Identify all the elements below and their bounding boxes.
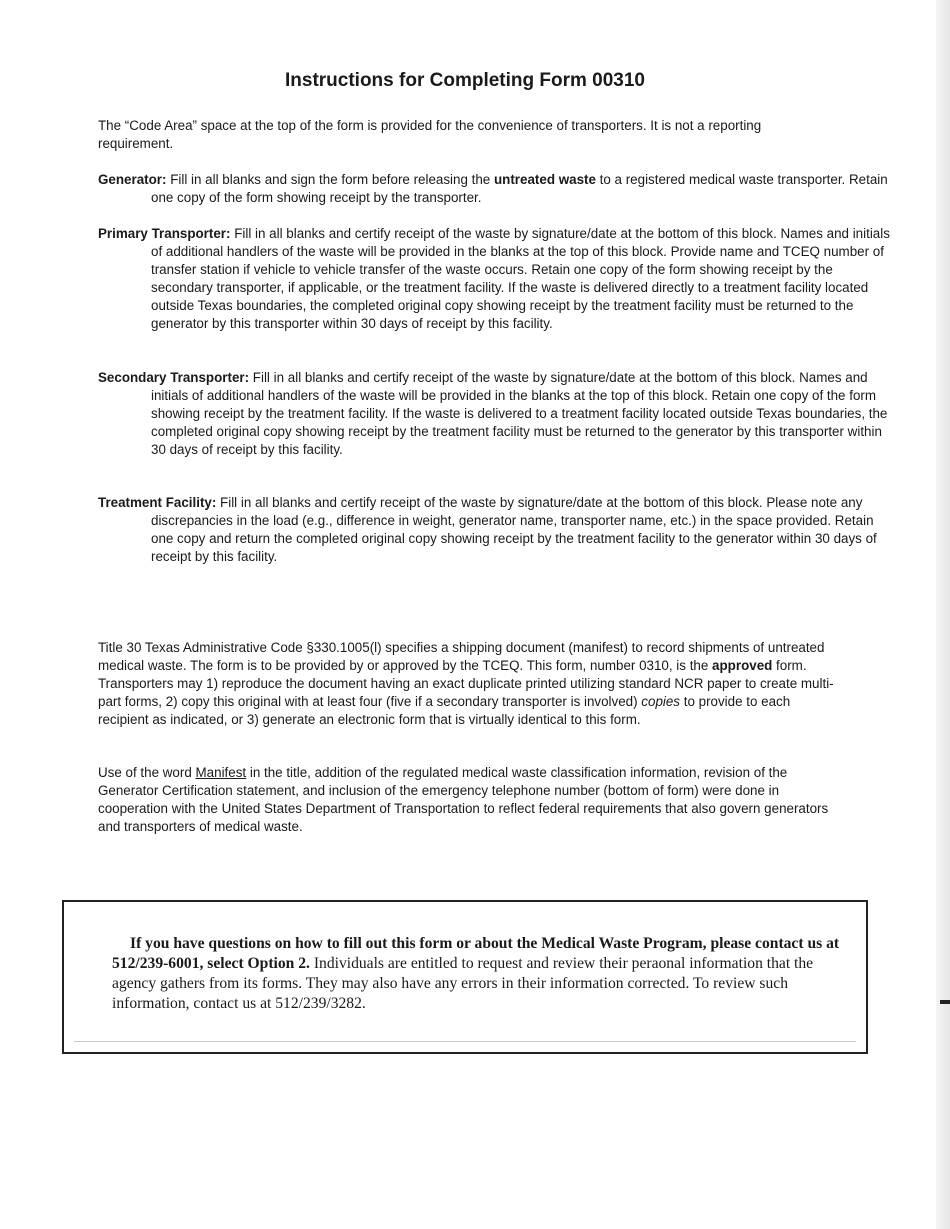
generator-text-before: Fill in all blanks and sign the form before releasing the	[166, 172, 494, 187]
page-title: Instructions for Completing Form 00310	[285, 70, 645, 91]
primary-transporter-text: Fill in all blanks and certify receipt of the waste by signature/date at the bottom of this block. Names and initials of additional handlers of the waste will be provided in the blanks at the top of this block. Provide name and TCEQ number of transfer station if vehicle to vehicle transfer of the waste occurs. Retain one copy of the form showing receipt by the secondary transporter, if applicable, or the treatment facility. If the waste is delivered directly to a treatment facility located outside Texas boundaries, the completed original copy showing receipt by the treatment facility must be returned to the generator by this transporter within 30 days of receipt by this facility.	[151, 226, 890, 331]
primary-transporter-paragraph	[98, 225, 891, 333]
secondary-transporter-text: Fill in all blanks and certify receipt of the waste by signature/date at the bottom of this block. Names and initials of additional handlers of the waste will be provided in the blanks at the top of this block. Retain one copy of the form showing receipt by the treatment facility. If the waste is delivered to a treatment facility located outside Texas boundaries, the completed original copy showing receipt by the treatment facility must be returned to the generator by this transporter within 30 days of receipt by this facility.	[151, 370, 888, 457]
generator-paragraph	[98, 171, 891, 207]
title30-emphasis: approved	[712, 658, 773, 673]
contact-paragraph	[112, 934, 842, 1014]
intro-paragraph	[98, 117, 838, 153]
title30-text-middle: form. Transporters may 1) reproduce the document having an exact duplicate printed utilizing standard NCR paper to create multi-part forms, 2) copy this original with at least four (five if a secondary transporter is involved)	[98, 658, 834, 709]
title30-paragraph	[98, 639, 838, 729]
scan-mark	[940, 1000, 950, 1004]
treatment-facility-paragraph	[98, 494, 891, 566]
manifest-note-paragraph	[98, 764, 838, 836]
manifest-note-text-after: in the title, addition of the regulated medical waste classification information, revision of the Generator Certification statement, and inclusion of the emergency telephone number (bottom of form) were done in cooperation with the United States Department of Transportation to reflect federal requirements that also govern generators and transporters of medical waste.	[98, 765, 829, 834]
secondary-transporter-paragraph	[98, 369, 891, 459]
primary-transporter-label: Primary Transporter:	[98, 226, 231, 241]
contact-text: Individuals are entitled to request and review their peraonal information that the agency gathers from its forms. They may also have any errors in their information corrected. To review such information, contact us at 512/239/3282.	[112, 955, 814, 1012]
treatment-facility-text: Fill in all blanks and certify receipt of the waste by signature/date at the bottom of this block. Please note any discrepancies in the load (e.g., difference in weight, generator name, transporter name, etc.) in the space provided. Retain one copy and return the completed original copy showing receipt by the treatment facility to the generator within 30 days of receipt by this facility.	[151, 495, 877, 564]
title30-text-before: Title 30 Texas Administrative Code §330.1005(l) specifies a shipping document (manifest) to record shipments of untreated medical waste. The form is to be provided by or approved by the TCEQ. This form, number 0310, is the	[98, 640, 825, 673]
title30-italic: copies	[641, 694, 681, 709]
contact-bold-text: If you have questions on how to fill out this form or about the Medical Waste Program, please contact us at 512/239-6001, select Option 2.	[112, 935, 840, 972]
contact-box	[62, 900, 868, 1054]
secondary-transporter-label: Secondary Transporter:	[98, 370, 250, 385]
contact-inner-rule	[74, 1041, 856, 1042]
manifest-note-underlined: Manifest	[195, 765, 247, 780]
generator-emphasis: untreated waste	[493, 172, 596, 187]
manifest-note-text-before: Use of the word	[98, 765, 196, 780]
intro-text: The “Code Area” space at the top of the form is provided for the convenience of transporters. It is not a reporting requirement.	[98, 118, 762, 151]
title30-text-after: to provide to each recipient as indicated, or 3) generate an electronic form that is virtually identical to this form.	[98, 694, 791, 727]
treatment-facility-label: Treatment Facility:	[98, 495, 217, 510]
scan-edge	[936, 0, 950, 1229]
generator-label: Generator:	[98, 172, 167, 187]
generator-text-after: to a registered medical waste transporter. Retain one copy of the form showing receipt by the transporter.	[151, 172, 888, 205]
